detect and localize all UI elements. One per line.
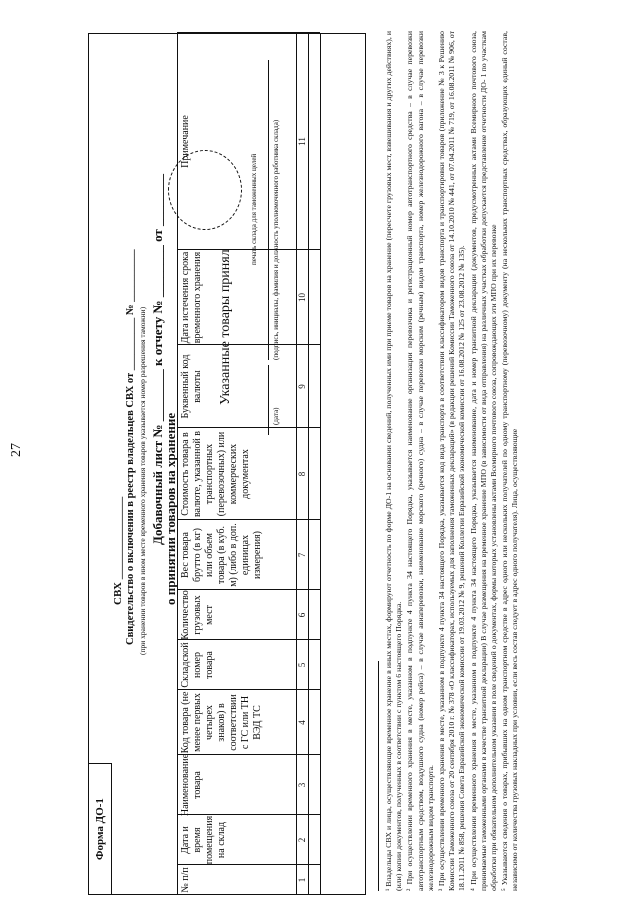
accepted-label: Указанные товары принял	[218, 249, 233, 405]
column-number: 9	[297, 384, 307, 389]
column-number: 7	[297, 552, 307, 558]
column-header: Буквенный код валюты	[180, 354, 203, 419]
column-number: 3	[297, 782, 307, 788]
column-header: № п/п	[180, 867, 191, 893]
date-line	[268, 365, 269, 435]
footnote-separator	[378, 661, 379, 891]
sheet-title: Добавочный лист № ________ к отчету № ________ от ________	[150, 173, 165, 545]
column-header: Наименование товара	[180, 753, 203, 817]
footnote-5: ⁵ Указываются сведения о товарах, прибывших на одном транспортном средстве в адрес одного или нескольких получателей по одному транспортному (перевозочному) документу (на нескольких транспортных средствах, образующих единый состав, независимо от количества грузовых накладных при условии, если весь состав следует в адрес одного получателя). Лица, осуществляющие	[500, 31, 520, 891]
signature-line	[268, 60, 269, 360]
sign-caption: (подпись, инициалы, фамилия и должность уполномоченного работника склада)	[272, 119, 280, 360]
sign-date: (дата)	[272, 407, 280, 425]
stamp-circle	[168, 150, 242, 230]
column-header: Код товара (не менее первых четырех знаков) в соответствии с ГС или ТН ВЭД ТС	[180, 691, 263, 754]
column-header: Дата и время помещения на склад	[180, 815, 227, 865]
column-header: Вес товара брутто (в кг) или объем товара (в куб. м) (либо в доп. единицах измерения)	[180, 523, 263, 587]
column-header: Стоимость товара в валюте, указанной в транспортных (перевозочных) или коммерческих документах	[180, 430, 251, 518]
certificate-note: (при хранении товаров в ином месте временного хранения товаров указывается номер разрешения таможни)	[138, 306, 147, 655]
page-number: 27	[9, 443, 24, 457]
column-number: 6	[297, 612, 307, 618]
column-header: Дата истечения срока временного хранения	[180, 251, 203, 344]
column-number: 11	[297, 137, 307, 146]
column-divider	[177, 32, 320, 33]
column-number: 5	[297, 662, 307, 668]
certificate-field: Свидетельство о включении в реестр владельцев СВХ от __________ № __________	[125, 249, 136, 645]
column-number: 1	[297, 877, 307, 883]
column-number: 8	[297, 471, 307, 477]
footnote-1: ¹ Владельцы СВХ и лица, осуществляющие временное хранение в иных местах, формируют отчетность по форме ДО-1 на основании сведений, полученных ими при приеме товаров на хранение (пересчете грузовых мест, взвешивания и других действиях), и (или) копии документов, полученных в соответствии с пунктом 6 настоящего Порядка.	[384, 31, 404, 891]
column-header: Складской номер товара	[180, 642, 215, 688]
stamp-caption: печать склада для таможенных целей	[250, 153, 258, 265]
column-header: Количество грузовых мест	[180, 590, 215, 640]
column-number: 4	[297, 720, 307, 725]
footnote-3: ³ При осуществлении временного хранения в месте, указанном в подпункте 4 пункта 34 настоящего Порядка, указывается код вида транспорта в соответствии классификатором видов транспорта и транспортировки товаров (приложение № 3 к Решению Комиссии Таможенного союза от 20 сентября 2010 г. № 378 «О классификаторах, используемых для заполнения таможенных деклараций» (в редакции решений Комиссии Таможенного союза от 14.10.2010 № 441, от 07.04.2011 № 719, от 16.08.2011 № 906, от 18.11.2011 № 858, решения Совета Евразийской экономической комиссии от 19.03.2012 № 9, решений Коллегии Евразийской экономической комиссии от 16.08.2012 № 125 от 23.08.2012 № 135).	[437, 31, 467, 891]
row-bottom-line	[320, 33, 321, 895]
column-number: 10	[297, 293, 307, 302]
svh-field: СВХ _______________	[112, 496, 124, 605]
column-number: 2	[297, 837, 307, 843]
footnote-4: ⁴ При осуществлении временного хранения в месте, указанном в подпункте 4 пункта 34 настоящего Порядка, указывается наименование, дата и номер транзитной декларации (документов, предусмотренных актами Всемирного почтового союза, принимаемые таможенными органами в качестве транзитной декларации) В случае размещения на временное хранение МПО (в зависимости от вида отправления) на различных участках обработки допускается представление отчетности ДО- 1 по участкам обработки при обязательном дополнительном указании в поле сведений о документах, формы которых установлены актами Всемирного почтового союза, сопровождающих эти МПО при их перевозке	[468, 31, 499, 891]
footnote-2: ² При осуществлении временного хранения в месте, указанном в подпункте 4 пункта 34 настоящего Порядка, указывается наименование организации перевозчика и регистрационный номер автотранспортного средства – в случае перевозки автотранспортным средством, воздушного судна (номер рейса) – в случае авиаперевозки, наименование морского (речного) судна – в случае перевозки морским (речным) видом транспорта, номер железнодорожного вагона – в случае перевозки железнодорожным видом транспорта.	[405, 31, 435, 891]
footnotes	[384, 31, 522, 891]
numbers-bottom-line	[308, 33, 309, 895]
column-header: Примечание	[180, 115, 191, 168]
form-label: Форма ДО-1	[88, 763, 112, 895]
sheet-subtitle: о принятии товаров на хранение	[163, 412, 178, 605]
